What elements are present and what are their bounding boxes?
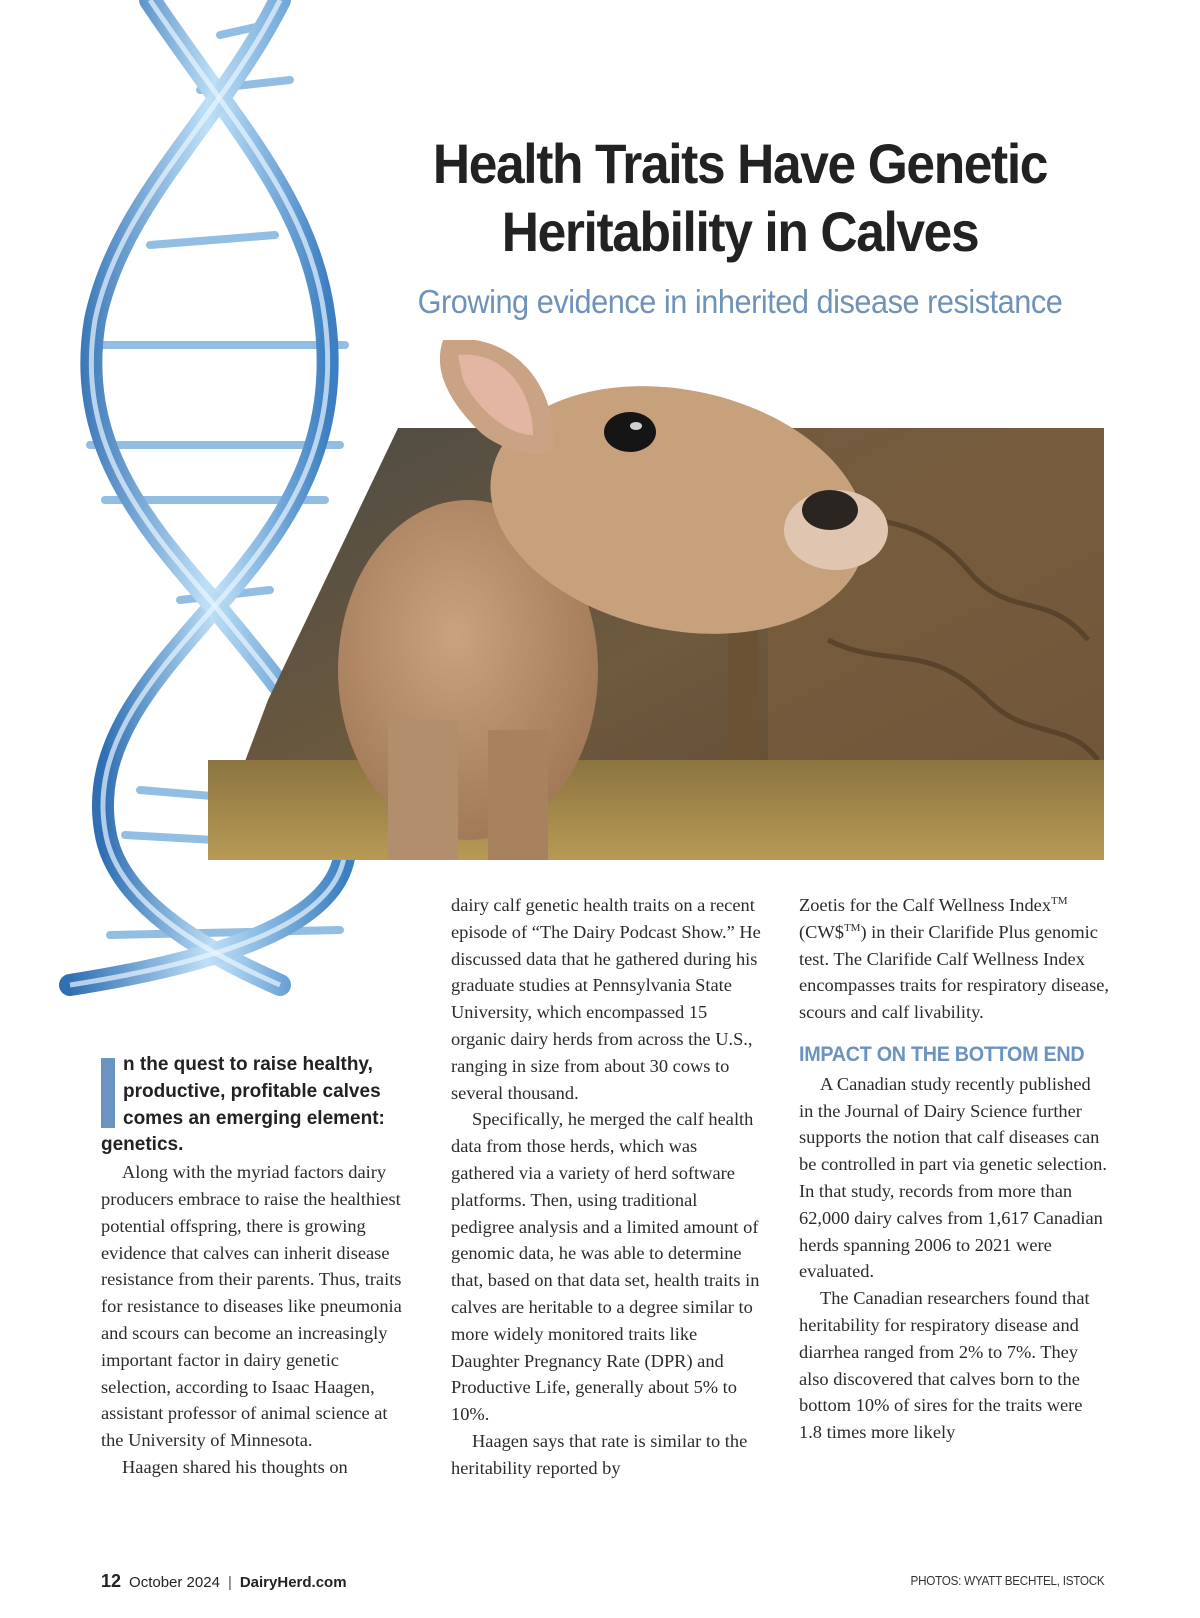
article-headline bbox=[409, 130, 1071, 266]
body-column-1 bbox=[101, 1052, 411, 1481]
calf-photo bbox=[208, 340, 1104, 860]
calf-eye bbox=[604, 412, 656, 452]
article-dek: Growing evidence in inherited disease resistance bbox=[417, 283, 1063, 320]
body-column-3 bbox=[799, 892, 1109, 1446]
paragraph: Zoetis for the Calf Wellness Index™ (CW$™) in their Clarifide Plus genomic test. The Clarifide Calf Wellness Index encompasses traits for respiratory disease, scours and calf livability. bbox=[799, 894, 1109, 1023]
page-number: 12 bbox=[101, 1571, 122, 1591]
lead-paragraph bbox=[101, 1052, 411, 1159]
paragraph: The Canadian researchers found that heritability for respiratory disease and diarrhea ranged from 2% to 7%. They also discovered that calves born to the bottom 10% of sires for the traits were 1.8 times more likely bbox=[799, 1288, 1090, 1443]
trademark-symbol: TM bbox=[843, 921, 861, 934]
trademark-symbol: TM bbox=[1051, 894, 1068, 907]
paragraph: Specifically, he merged the calf health data from those herds, which was gathered via a variety of herd software platforms. Then, using traditional pedigree analysis and a limited amount of genomic data, he was able to determine that, based on that data set, health traits in calves are heritable to a degree similar to more widely monitored traits like Daughter Pregnancy Rate (DPR) and Productive Life, generally about 5% to 10%. bbox=[451, 1109, 760, 1425]
body-column-2 bbox=[451, 892, 761, 1482]
footer-separator: | bbox=[227, 1574, 232, 1591]
issue-date: October 2024 bbox=[129, 1574, 220, 1591]
paragraph: A Canadian study recently published in the Journal of Dairy Science further supports the notion that calf diseases can be controlled in part via genetic selection. In that study, records from more than 62,000 dairy calves from 1,617 Canadian herds spanning 2006 to 2021 were evaluated. bbox=[799, 1073, 1107, 1282]
headline-line-2: Heritability in Calves bbox=[501, 200, 979, 263]
paragraph: Along with the myriad factors dairy producers embrace to raise the healthiest potential offspring, there is growing evidence that calves can inherit disease resistance from their parents. Thus, traits for resistance to diseases like pneumonia and scours can become an increasingly important factor in dairy genetic selection, according to Isaac Haagen, assistant professor of animal science at the University of Minnesota. bbox=[101, 1162, 402, 1451]
section-subhead: IMPACT ON THE BOTTOM END bbox=[799, 1042, 1085, 1066]
website-link[interactable]: DairyHerd.com bbox=[239, 1574, 347, 1591]
paragraph: Haagen shared his thoughts on bbox=[122, 1456, 348, 1477]
lead-text: n the quest to raise healthy, productive, profitable calves comes an emerging element: genetics. bbox=[101, 1054, 385, 1156]
paragraph: dairy calf genetic health traits on a recent episode of “The Dairy Podcast Show.” He discussed data that he gathered during his graduate studies at Pennsylvania State University, which encompassed 15 organic dairy herds from across the U.S., ranging in size from about 30 cows to several thousand. bbox=[451, 895, 761, 1103]
drop-cap bbox=[101, 1058, 115, 1128]
page-footer bbox=[101, 1571, 347, 1592]
paragraph: Haagen says that rate is similar to the heritability reported by bbox=[451, 1430, 748, 1478]
photo-credit: PHOTOS: WYATT BECHTEL, ISTOCK bbox=[910, 1573, 1104, 1588]
headline-line-1: Health Traits Have Genetic bbox=[432, 132, 1048, 195]
